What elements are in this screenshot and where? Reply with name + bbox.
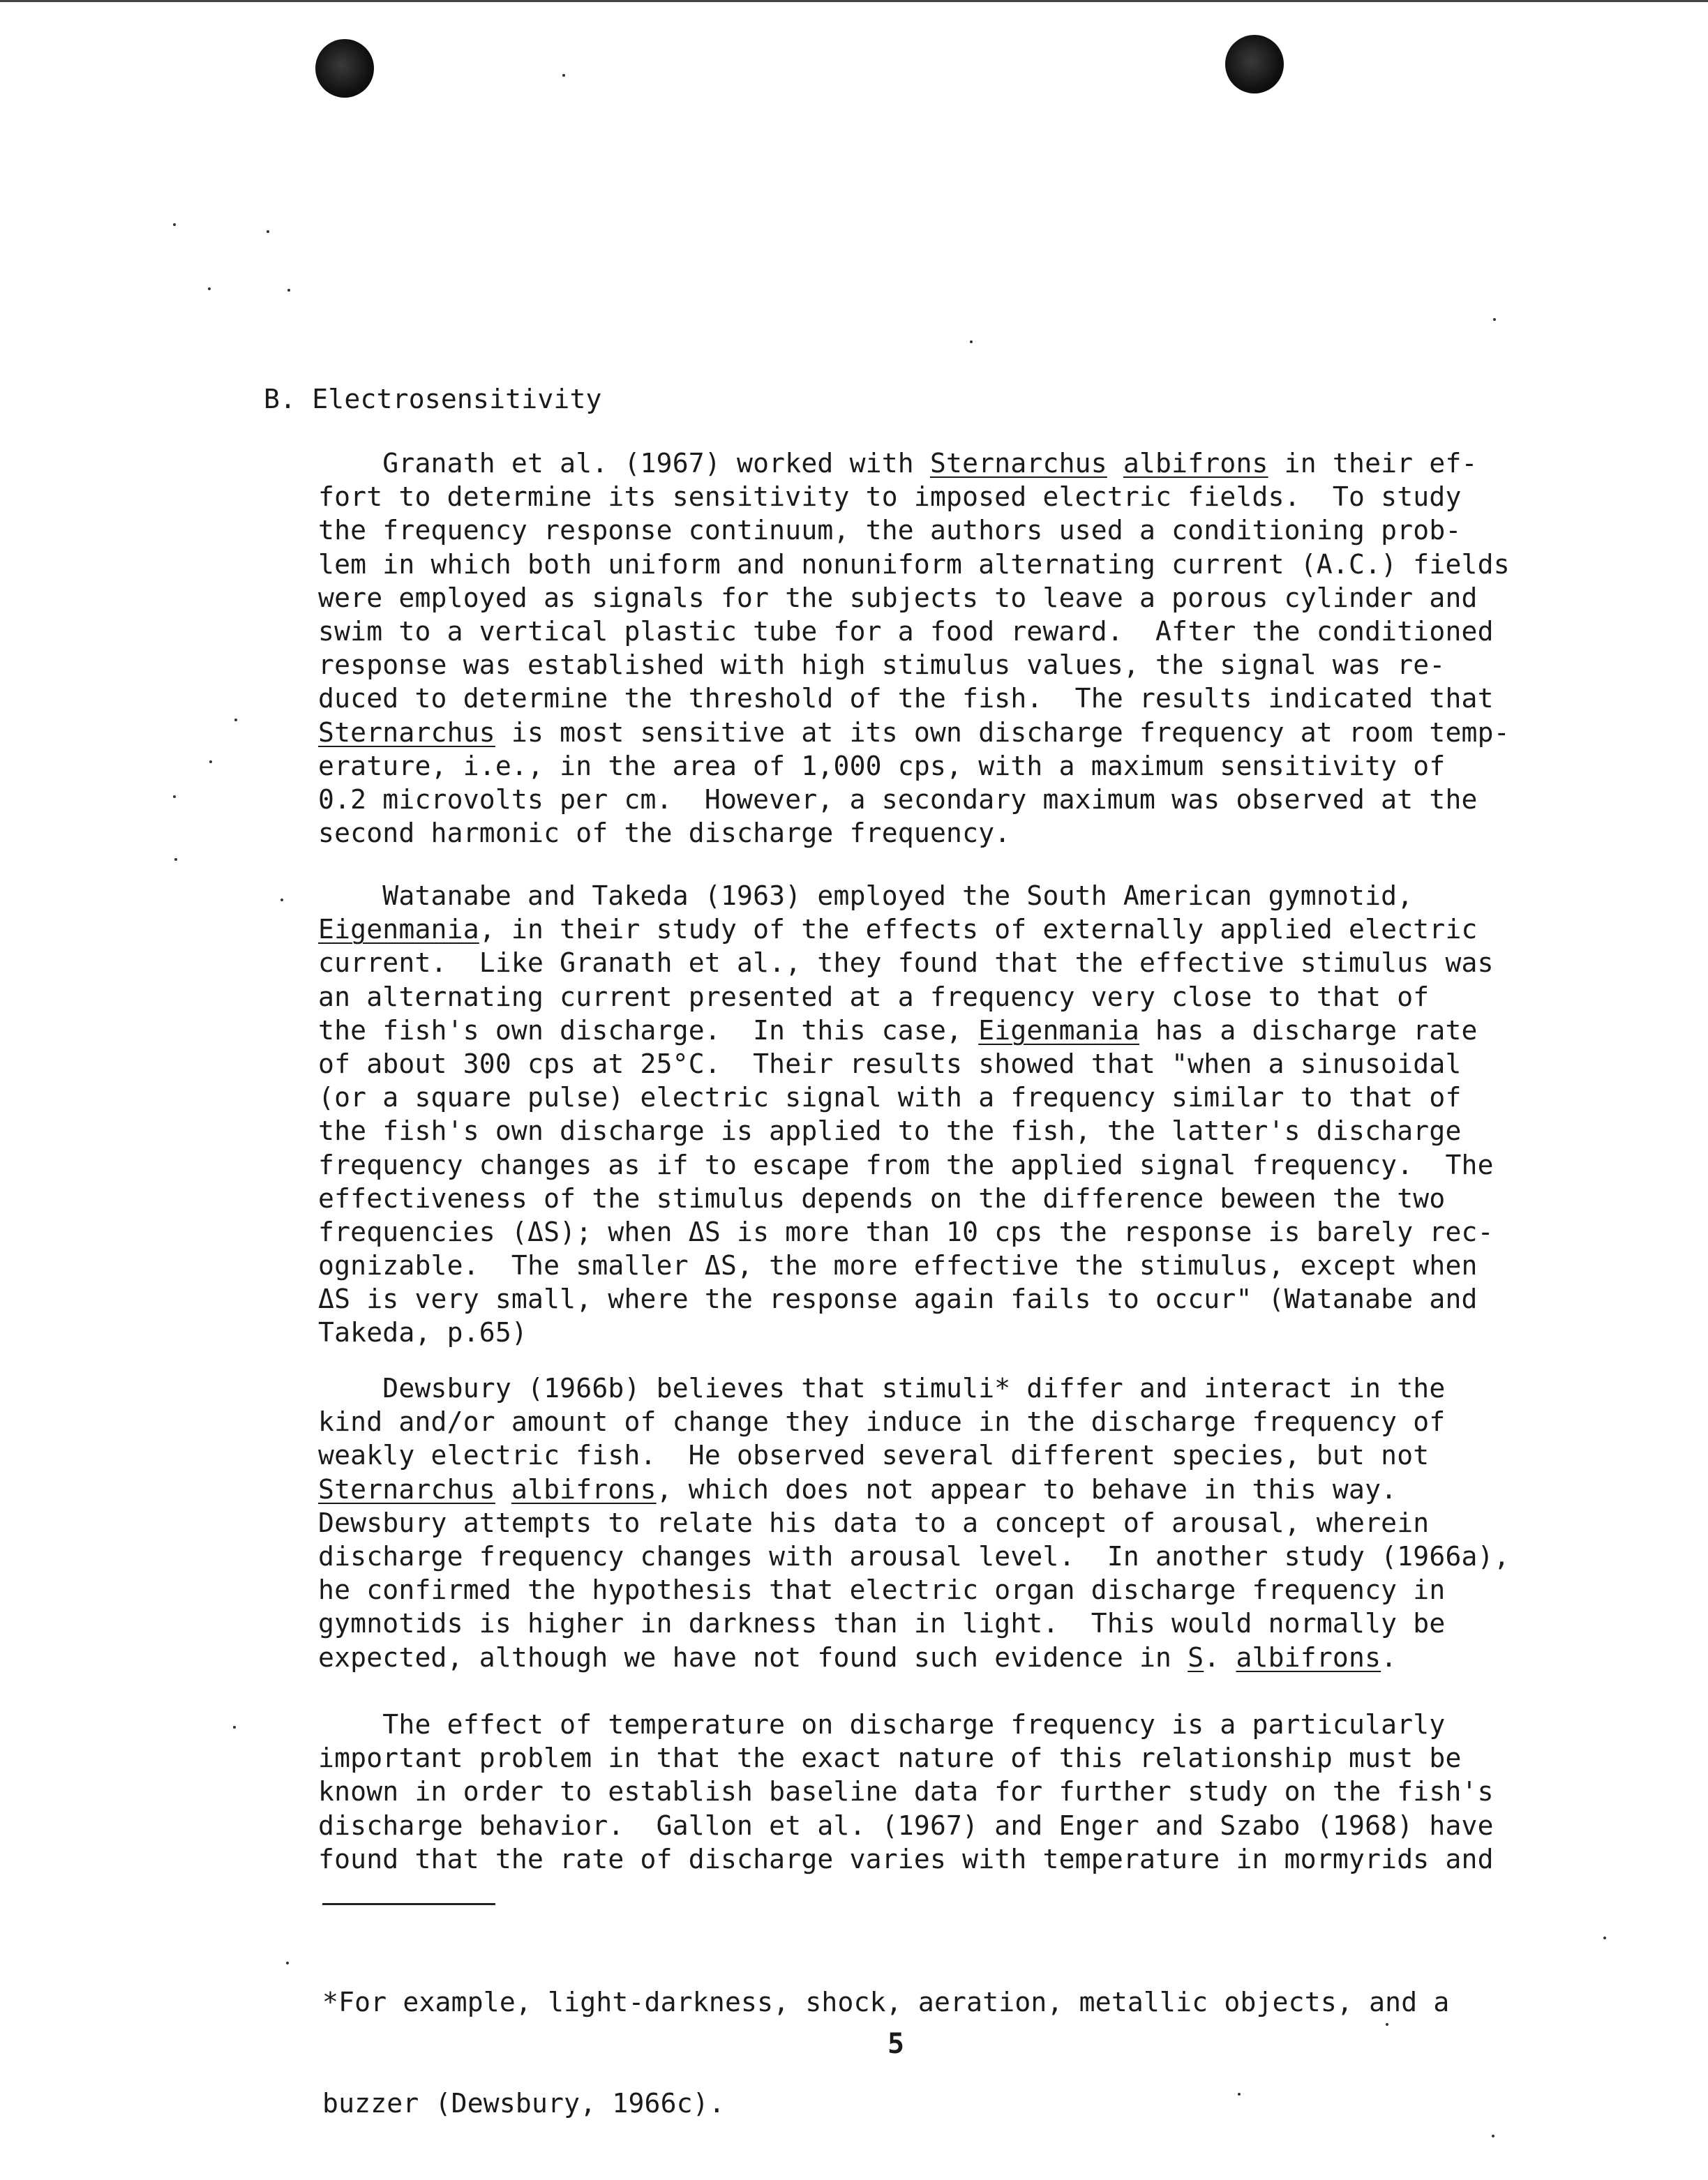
paragraph-watanabe bbox=[318, 879, 1494, 1350]
binder-hole-left bbox=[315, 39, 374, 98]
paragraph-temperature bbox=[318, 1708, 1494, 1876]
text-run: in their ef- bbox=[1268, 448, 1478, 479]
underlined-term: Sternarchus bbox=[318, 1473, 495, 1505]
text-run: ognizable. The smaller ΔS, the more effective the stimulus, except when bbox=[318, 1250, 1478, 1281]
text-line bbox=[318, 548, 1510, 581]
text-line bbox=[318, 1540, 1510, 1573]
scan-speck bbox=[234, 719, 237, 721]
text-run: discharge behavior. Gallon et al. (1967) and Enger and Szabo (1968) have bbox=[318, 1810, 1494, 1841]
scan-speck bbox=[209, 760, 212, 763]
text-run: Watanabe and Takeda (1963) employed the South American gymnotid, bbox=[318, 880, 1414, 911]
scan-speck bbox=[970, 340, 973, 343]
text-line bbox=[318, 1641, 1510, 1674]
text-line bbox=[318, 1215, 1494, 1249]
text-run: (or a square pulse) electric signal with a frequency similar to that of bbox=[318, 1082, 1462, 1113]
underlined-term: albifrons bbox=[1236, 1641, 1381, 1673]
underlined-term: Eigenmania bbox=[318, 914, 479, 945]
text-line bbox=[318, 682, 1510, 715]
text-line bbox=[318, 1249, 1494, 1282]
text-line bbox=[318, 513, 1510, 547]
text-line bbox=[318, 1405, 1510, 1438]
scan-speck bbox=[287, 289, 290, 292]
text-run: discharge frequency changes with arousal level. In another study (1966a), bbox=[318, 1540, 1510, 1572]
underlined-term: Sternarchus bbox=[929, 448, 1107, 479]
text-line bbox=[318, 1148, 1494, 1182]
scan-speck bbox=[233, 1726, 236, 1729]
scan-speck bbox=[267, 230, 269, 233]
text-line bbox=[318, 648, 1510, 682]
text-run bbox=[495, 1474, 511, 1505]
footnote-line: *For example, light-darkness, shock, aeration, metallic objects, and a bbox=[322, 1987, 1450, 2018]
text-run: frequencies (ΔS); when ΔS is more than 10 cps the response is barely rec- bbox=[318, 1216, 1494, 1247]
text-run: . bbox=[1381, 1641, 1398, 1673]
scan-speck bbox=[208, 287, 211, 290]
text-run: of about 300 cps at 25°C. Their results showed that "when a sinusoidal bbox=[318, 1048, 1462, 1079]
text-run: The effect of temperature on discharge frequency is a particularly bbox=[318, 1709, 1446, 1740]
text-line bbox=[318, 980, 1494, 1014]
text-run: the fish's own discharge. In this case, bbox=[318, 1014, 979, 1046]
scan-speck bbox=[280, 899, 283, 901]
scan-speck bbox=[1492, 2135, 1494, 2137]
text-line bbox=[318, 1573, 1510, 1607]
scan-speck bbox=[286, 1962, 289, 1964]
paragraph-dewsbury bbox=[318, 1371, 1510, 1674]
text-run: response was established with high stimulus values, the signal was re- bbox=[318, 649, 1446, 681]
text-line bbox=[318, 1607, 1510, 1640]
text-run: were employed as signals for the subjects to leave a porous cylinder and bbox=[318, 582, 1478, 613]
scan-speck bbox=[174, 858, 177, 861]
text-run: Granath et al. (1967) worked with bbox=[318, 448, 930, 479]
text-line bbox=[318, 1506, 1510, 1540]
text-run: duced to determine the threshold of the fish. The results indicated that bbox=[318, 683, 1494, 714]
text-line bbox=[318, 946, 1494, 979]
text-run: ΔS is very small, where the response again fails to occur" (Watanabe and bbox=[318, 1284, 1478, 1315]
text-line bbox=[318, 1014, 1494, 1047]
text-run: current. Like Granath et al., they found that the effective stimulus was bbox=[318, 947, 1494, 979]
text-line bbox=[318, 1182, 1494, 1215]
text-run: the fish's own discharge is applied to the fish, the latter's discharge bbox=[318, 1115, 1462, 1147]
scan-speck bbox=[1603, 1937, 1606, 1939]
text-run: important problem in that the exact nature of this relationship must be bbox=[318, 1743, 1462, 1774]
underlined-term: S bbox=[1188, 1641, 1204, 1673]
text-run: expected, although we have not found such evidence in bbox=[318, 1641, 1188, 1673]
text-line bbox=[318, 879, 1494, 912]
page-number: 5 bbox=[887, 2028, 905, 2060]
text-line bbox=[318, 1047, 1494, 1081]
binder-hole-right bbox=[1225, 35, 1284, 93]
text-line bbox=[318, 912, 1494, 946]
text-line bbox=[318, 1081, 1494, 1114]
text-line bbox=[318, 1438, 1510, 1472]
text-run: second harmonic of the discharge frequency. bbox=[318, 818, 1011, 849]
underlined-term: Eigenmania bbox=[978, 1014, 1139, 1046]
text-line bbox=[318, 1842, 1494, 1876]
text-run: known in order to establish baseline data for further study on the fish's bbox=[318, 1776, 1494, 1807]
section-heading: B. Electrosensitivity bbox=[264, 384, 602, 414]
text-line bbox=[318, 749, 1510, 783]
footnote-rule bbox=[322, 1903, 495, 1905]
underlined-term: albifrons bbox=[1123, 448, 1268, 479]
text-run: fort to determine its sensitivity to imposed electric fields. To study bbox=[318, 481, 1462, 513]
text-line bbox=[318, 816, 1510, 850]
text-run: erature, i.e., in the area of 1,000 cps, with a maximum sensitivity of bbox=[318, 750, 1446, 781]
text-line bbox=[318, 1775, 1494, 1808]
text-run: gymnotids is higher in darkness than in light. This would normally be bbox=[318, 1608, 1446, 1639]
text-line bbox=[318, 1282, 1494, 1316]
text-run: Dewsbury (1966b) believes that stimuli* differ and interact in the bbox=[318, 1373, 1446, 1404]
scan-speck bbox=[562, 74, 565, 77]
text-run: found that the rate of discharge varies with temperature in mormyrids and bbox=[318, 1843, 1494, 1874]
footnote-line: buzzer (Dewsbury, 1966c). bbox=[322, 2088, 725, 2119]
text-run: effectiveness of the stimulus depends on the difference beween the two bbox=[318, 1182, 1446, 1214]
underlined-term: albifrons bbox=[511, 1473, 657, 1505]
text-run: is most sensitive at its own discharge frequency at room temp- bbox=[495, 716, 1510, 748]
paragraph-granath bbox=[318, 446, 1510, 850]
text-line bbox=[318, 1741, 1494, 1775]
page-top-edge bbox=[0, 0, 1708, 2]
text-line bbox=[318, 1473, 1510, 1506]
text-run bbox=[1107, 448, 1123, 479]
text-line bbox=[318, 716, 1510, 749]
text-run: weakly electric fish. He observed several different species, but not bbox=[318, 1440, 1430, 1471]
text-run: lem in which both uniform and nonuniform alternating current (A.C.) fields bbox=[318, 548, 1510, 580]
text-run: , in their study of the effects of externally applied electric bbox=[479, 914, 1478, 945]
text-line bbox=[318, 1371, 1510, 1405]
scan-speck bbox=[1493, 318, 1496, 321]
text-line bbox=[318, 1114, 1494, 1148]
text-run: swim to a vertical plastic tube for a food reward. After the conditioned bbox=[318, 615, 1494, 647]
text-run: Dewsbury attempts to relate his data to a concept of arousal, wherein bbox=[318, 1507, 1430, 1538]
footnote bbox=[322, 1918, 1449, 2153]
text-line bbox=[318, 1708, 1494, 1741]
text-line bbox=[318, 1316, 1494, 1349]
text-line bbox=[318, 581, 1510, 615]
text-line bbox=[318, 783, 1510, 816]
text-run: frequency changes as if to escape from the applied signal frequency. The bbox=[318, 1149, 1494, 1180]
text-line bbox=[318, 480, 1510, 513]
text-run: an alternating current presented at a frequency very close to that of bbox=[318, 981, 1430, 1012]
scan-speck bbox=[173, 795, 176, 798]
text-run: has a discharge rate bbox=[1139, 1014, 1478, 1046]
text-run: , which does not appear to behave in this way. bbox=[656, 1473, 1398, 1505]
text-run: Takeda, p.65) bbox=[318, 1317, 528, 1348]
text-line bbox=[318, 1809, 1494, 1842]
text-run: he confirmed the hypothesis that electric organ discharge frequency in bbox=[318, 1574, 1446, 1606]
scan-speck bbox=[173, 223, 176, 226]
text-run: . bbox=[1204, 1641, 1236, 1673]
text-run: the frequency response continuum, the authors used a conditioning prob- bbox=[318, 515, 1462, 546]
text-run: kind and/or amount of change they induce in the discharge frequency of bbox=[318, 1406, 1446, 1438]
text-line bbox=[318, 446, 1510, 480]
text-line bbox=[318, 615, 1510, 648]
underlined-term: Sternarchus bbox=[318, 716, 495, 748]
text-run: 0.2 microvolts per cm. However, a secondary maximum was observed at the bbox=[318, 783, 1478, 815]
